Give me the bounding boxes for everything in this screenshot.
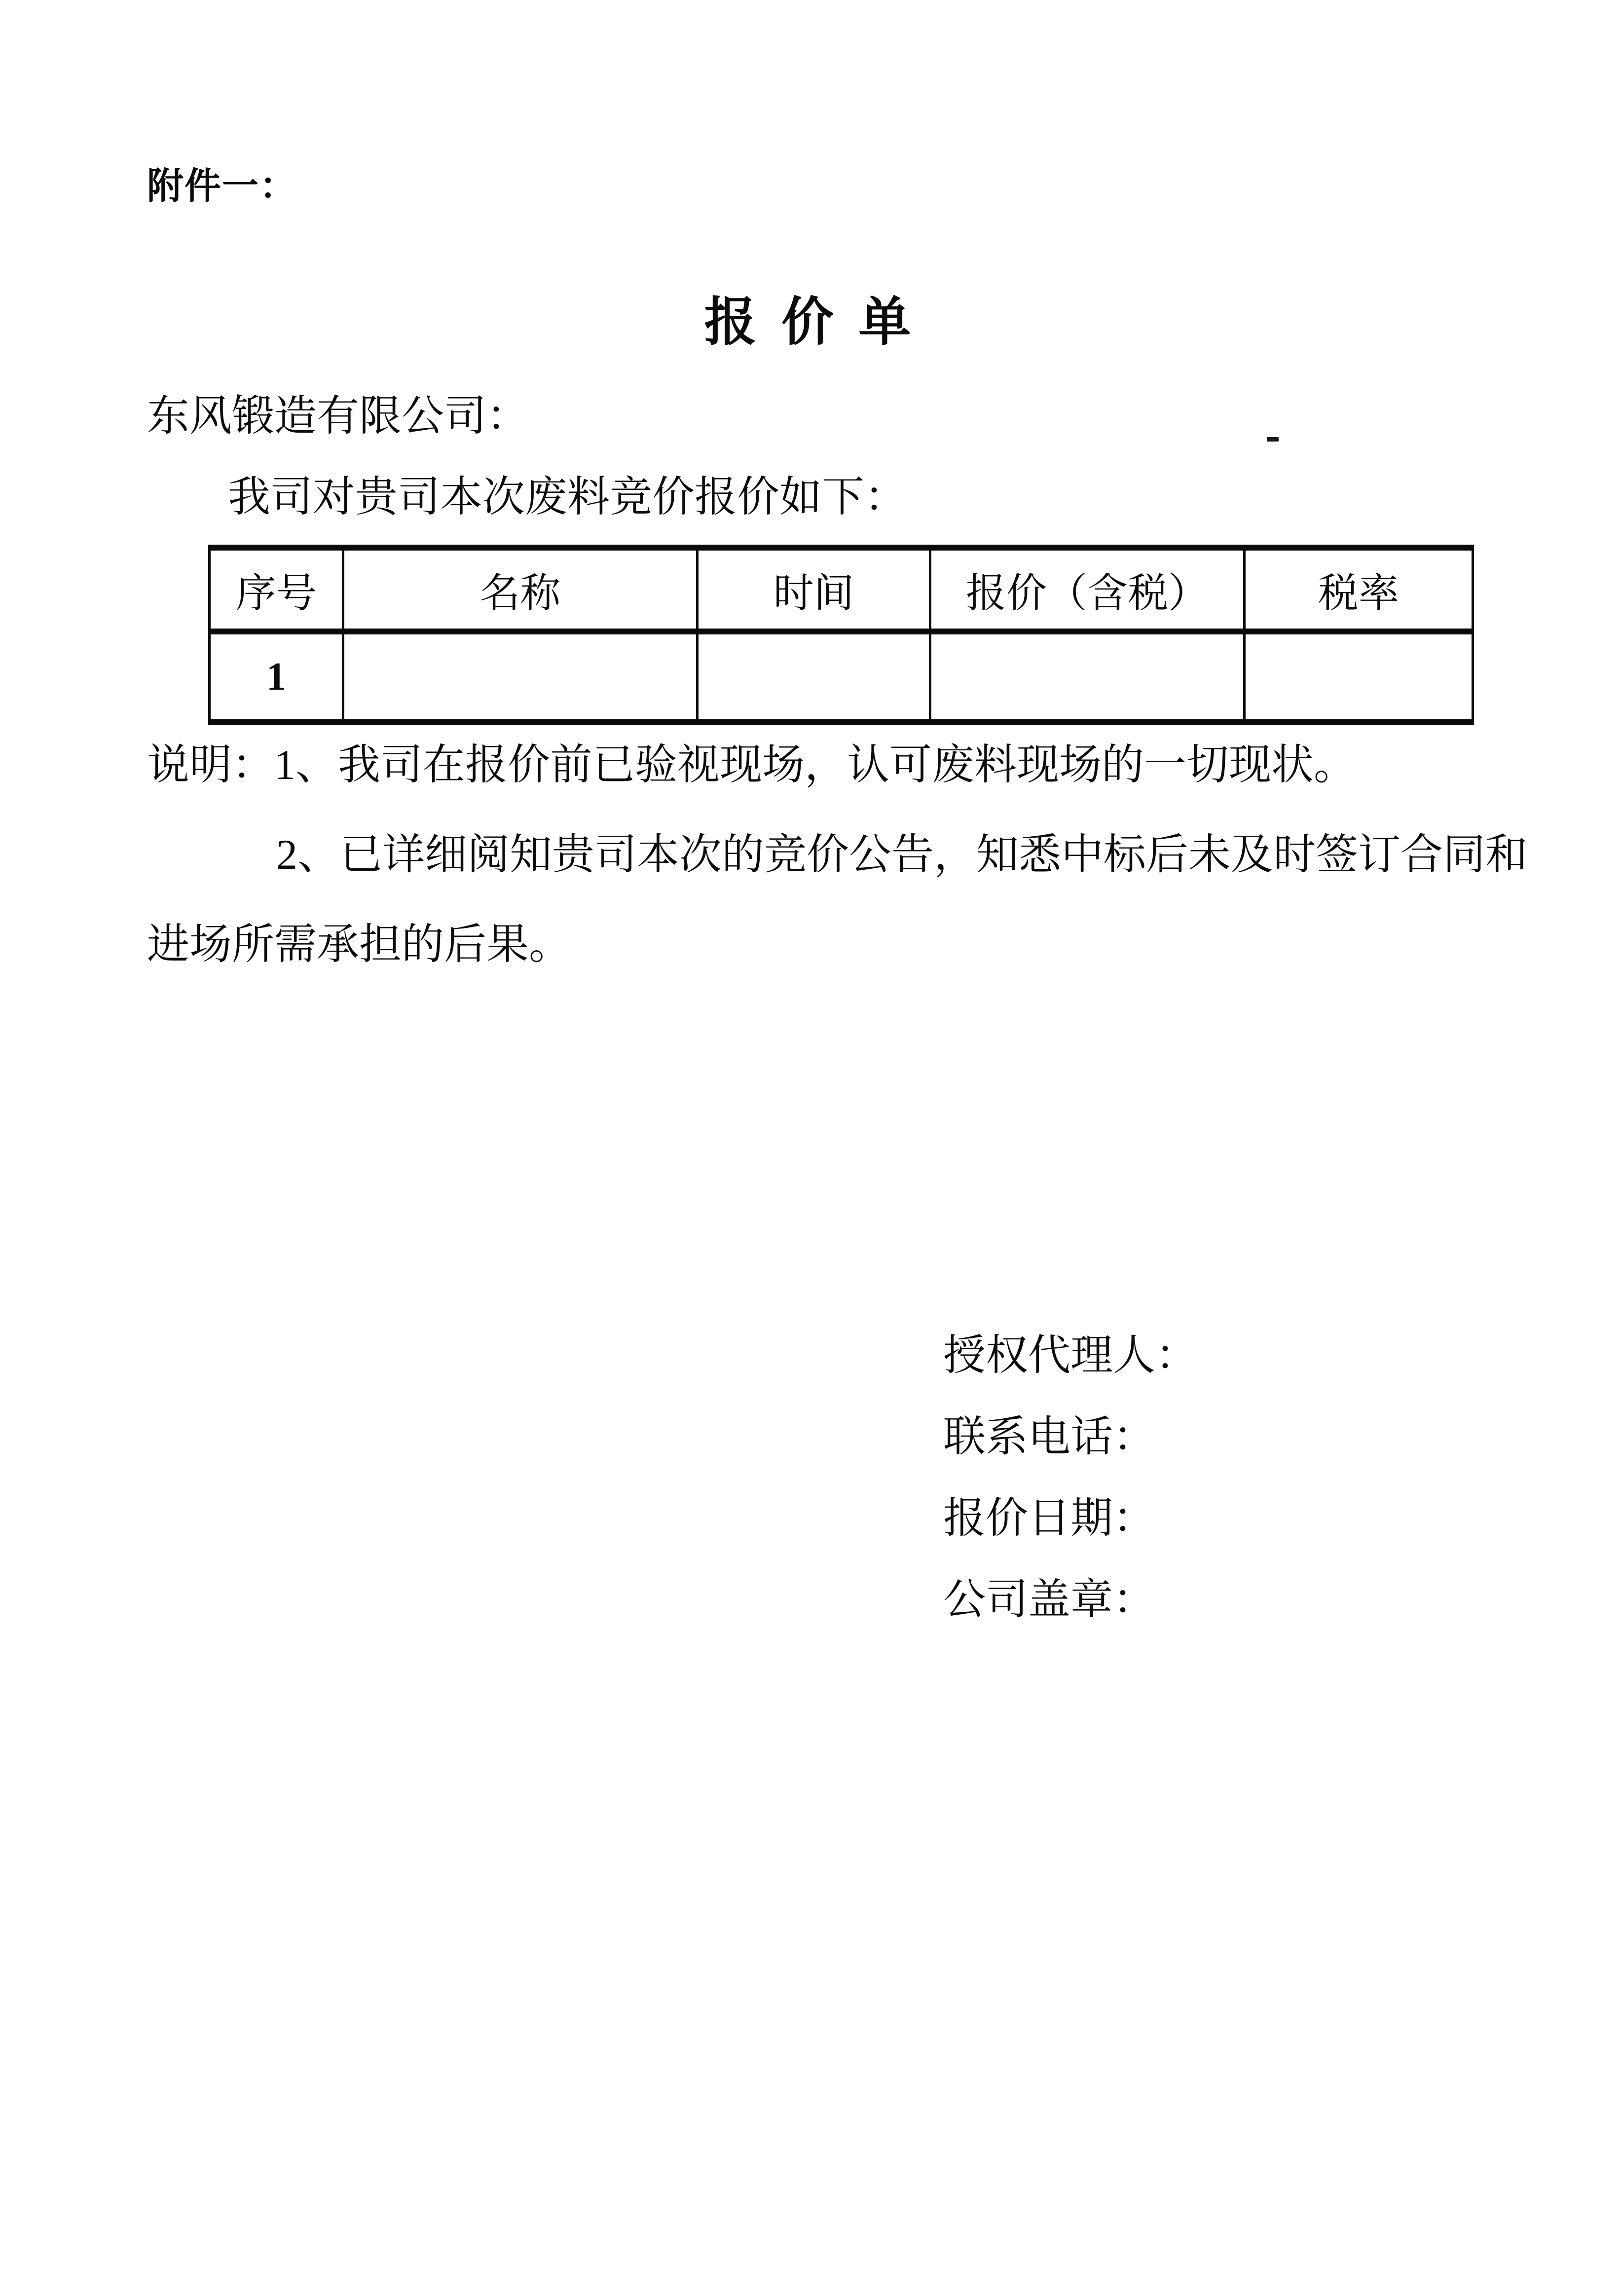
recipient-line: 东风锻造有限公司： [147,392,529,440]
signature-block [943,1332,1198,1658]
table-row [210,631,1473,722]
signature-label-agent: 授权代理人： [943,1332,1198,1379]
table-cell-price [930,631,1245,722]
table-header-price: 报价（含税） [930,548,1245,631]
notes-line-3: 进场所需承担的后果。 [147,921,571,968]
scan-artifact-mark [1267,437,1279,442]
table-header-time: 时间 [698,548,930,631]
attachment-label: 附件一： [147,166,297,207]
table-header-tax: 税率 [1245,548,1473,631]
page-title: 报 价 单 [704,294,917,351]
quotation-table [208,545,1474,725]
table-cell-tax [1245,631,1473,722]
intro-line: 我司对贵司本次废料竞价报价如下： [228,473,907,520]
table-header-name: 名称 [343,548,698,631]
signature-label-phone: 联系电话： [943,1413,1155,1460]
table-cell-time [698,631,930,722]
table-header-row [210,548,1473,631]
table-header-seq: 序号 [210,548,343,631]
table-cell-name [343,631,698,722]
table-cell-seq: 1 [210,631,343,722]
notes-line-2: 2、已详细阅知贵司本次的竞价公告，知悉中标后未及时签订合同和 [276,831,1528,878]
signature-label-seal: 公司盖章： [943,1576,1155,1623]
notes-line-1: 说明：1、我司在报价前已验视现场，认可废料现场的一切现状。 [147,741,1356,788]
signature-label-date: 报价日期： [943,1494,1155,1542]
